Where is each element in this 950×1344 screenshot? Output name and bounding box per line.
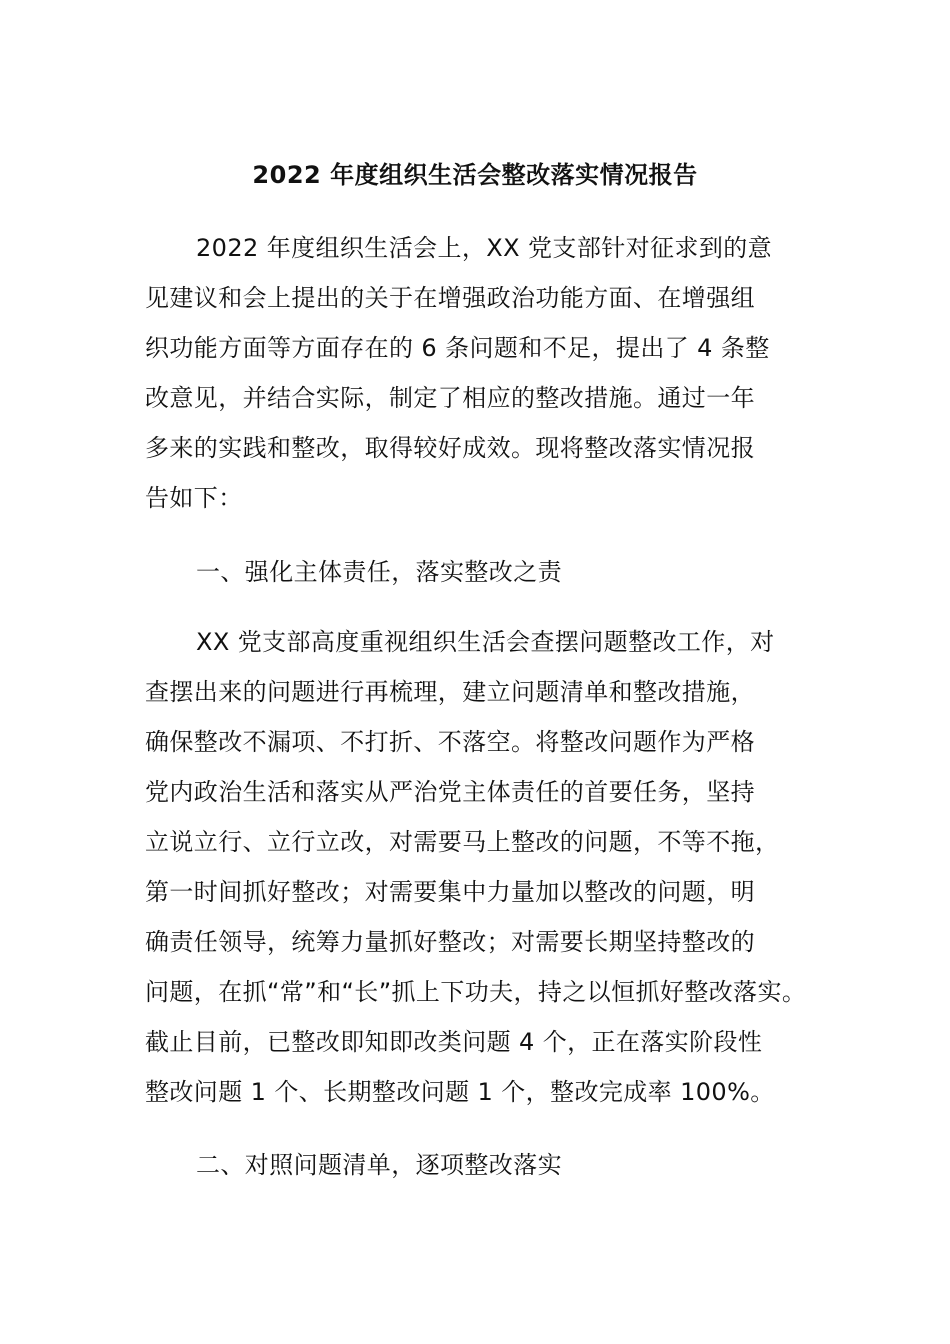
paragraph-2-line-7: 确责任领导，统筹力量抓好整改；对需要长期坚持整改的: [145, 928, 755, 956]
paragraph-1-line-1: 2022 年度组织生活会上，XX 党支部针对征求到的意: [196, 234, 773, 262]
paragraph-2-line-6: 第一时间抓好整改；对需要集中力量加以整改的问题，明: [145, 878, 755, 906]
paragraph-1-line-5: 多来的实践和整改，取得较好成效。现将整改落实情况报: [145, 434, 755, 462]
paragraph-2-line-1: XX 党支部高度重视组织生活会查摆问题整改工作，对: [196, 628, 775, 656]
document-title: 2022 年度组织生活会整改落实情况报告: [252, 161, 698, 189]
paragraph-1-line-3: 织功能方面等方面存在的 6 条问题和不足，提出了 4 条整: [145, 334, 770, 362]
paragraph-2-line-8: 问题，在抓“常”和“长”抓上下功夫，持之以恒抓好整改落实。: [145, 978, 807, 1006]
paragraph-2-line-9: 截止目前，已整改即知即改类问题 4 个，正在落实阶段性: [145, 1028, 763, 1056]
paragraph-2-line-3: 确保整改不漏项、不打折、不落空。将整改问题作为严格: [145, 728, 755, 756]
paragraph-2-line-4: 党内政治生活和落实从严治党主体责任的首要任务，坚持: [145, 778, 755, 806]
paragraph-1-line-2: 见建议和会上提出的关于在增强政治功能方面、在增强组: [145, 284, 755, 312]
section-heading-2: 二、对照问题清单，逐项整改落实: [196, 1151, 562, 1179]
section-heading-1: 一、强化主体责任，落实整改之责: [196, 558, 562, 586]
paragraph-2-line-2: 查摆出来的问题进行再梳理，建立问题清单和整改措施，: [145, 678, 755, 706]
paragraph-2-line-5: 立说立行、立行立改，对需要马上整改的问题，不等不拖，: [145, 828, 780, 856]
paragraph-2-line-10: 整改问题 1 个、长期整改问题 1 个，整改完成率 100%。: [145, 1078, 775, 1106]
paragraph-1-line-6: 告如下：: [145, 484, 243, 512]
paragraph-1-line-4: 改意见，并结合实际，制定了相应的整改措施。通过一年: [145, 384, 755, 412]
